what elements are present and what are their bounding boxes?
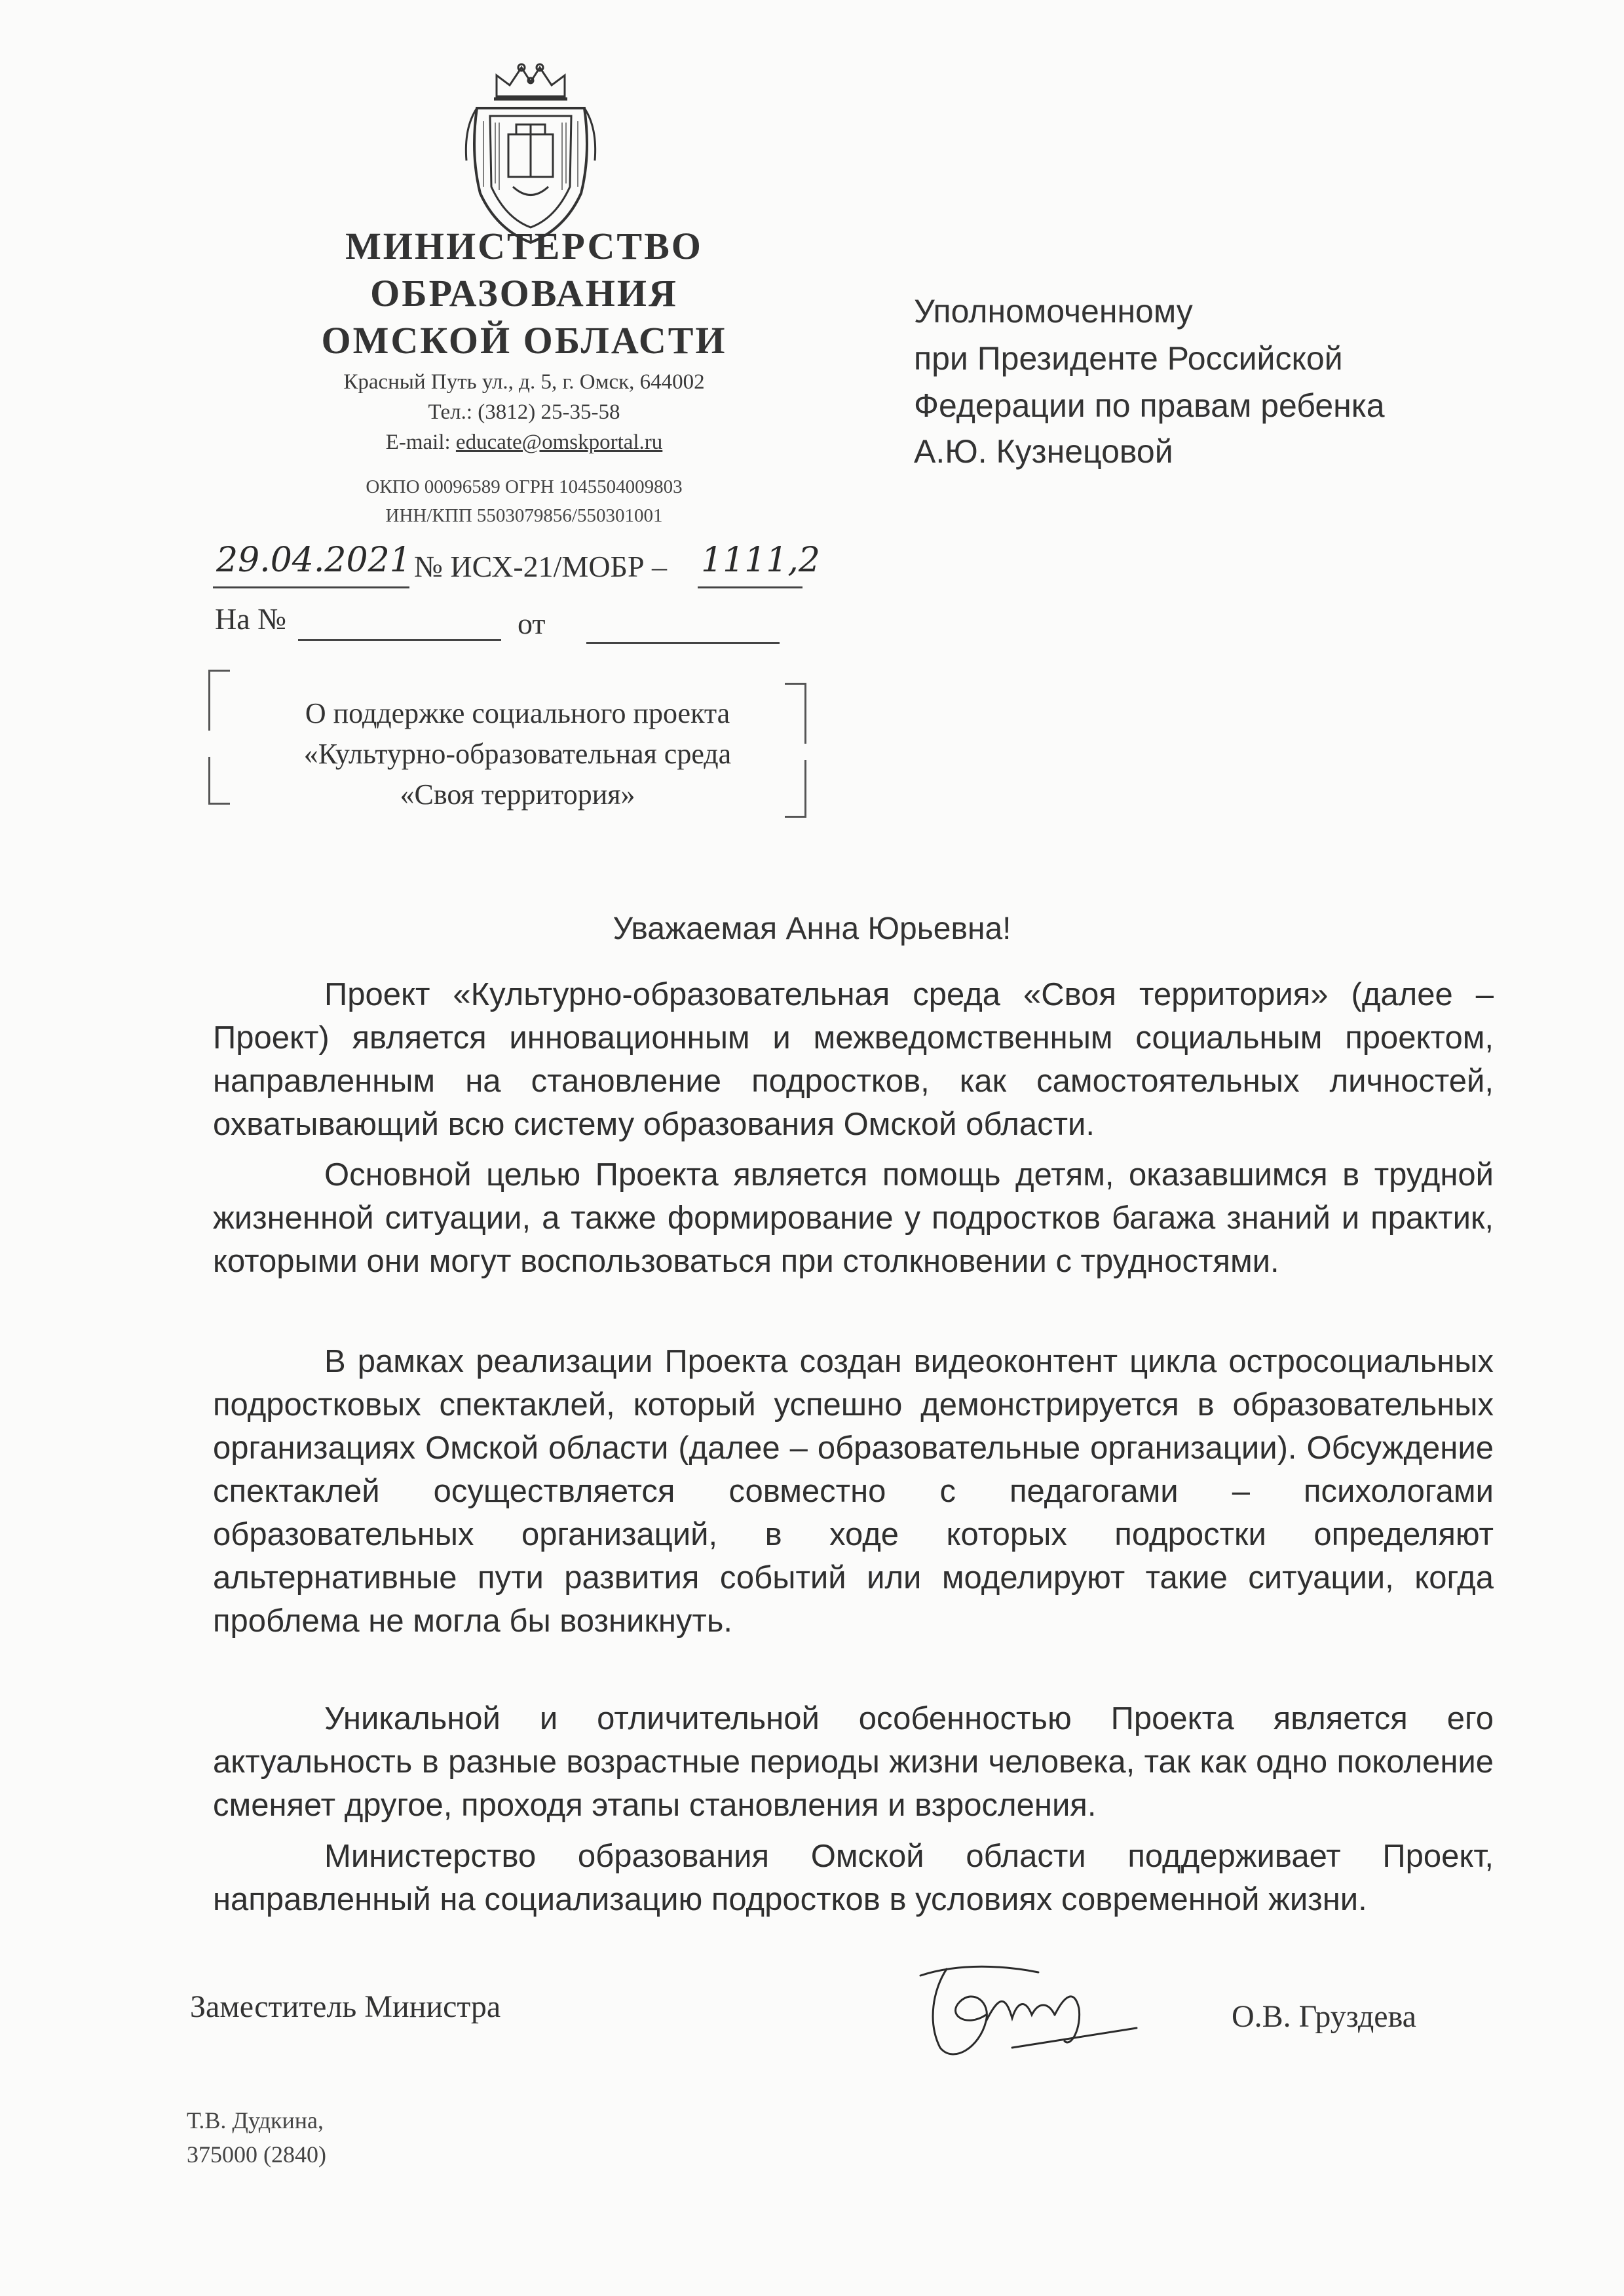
signatory-name: О.В. Груздева <box>1232 1999 1416 2034</box>
date-underline <box>213 586 409 588</box>
signatory-role: Заместитель Министра <box>190 1989 501 2024</box>
reference-from-label: от <box>518 607 546 640</box>
recipient-line-2: при Президенте Российской <box>914 340 1343 377</box>
org-phone: Тел.: (3812) 25-35-58 <box>428 400 620 424</box>
greeting: Уважаемая Анна Юрьевна! <box>613 911 1011 946</box>
executor-name: Т.В. Дудкина, <box>187 2107 324 2133</box>
paragraph-5: Министерство образования Омской области поддерживает Проект, направленный на социализацию подростков в условиях современной жизни. <box>213 1839 1494 1917</box>
org-name-line-1: МИНИСТЕРСТВО <box>345 225 703 267</box>
handwritten-signature <box>907 1949 1143 2067</box>
reference-date-blank <box>586 642 780 644</box>
email-link[interactable]: educate@omskportal.ru <box>455 430 663 454</box>
org-address: Красный Путь ул., д. 5, г. Омск, 644002 <box>343 370 705 394</box>
registration-number-prefix: № ИСХ-21/МОБР – <box>414 550 668 583</box>
org-name-line-2: ОБРАЗОВАНИЯ <box>370 272 678 315</box>
reference-number-blank <box>298 639 501 641</box>
email-label: E-mail: <box>385 430 456 454</box>
org-email-line <box>252 427 796 457</box>
org-codes-line-2: ИНН/КПП 5503079856/550301001 <box>385 505 663 526</box>
subject-line-1: О поддержке социального проекта <box>305 697 730 729</box>
paragraph-4: Уникальной и отличительной особенностью Проекта является его актуальность в разные возрастные периоды жизни человека, так как одно поколение сменяет другое, проходя этапы становления и взросления. <box>213 1701 1494 1823</box>
handwritten-registration-number: 1111,2 <box>701 541 820 580</box>
executor-phone: 375000 (2840) <box>187 2141 326 2168</box>
subject-line-2: «Культурно-образовательная среда <box>303 738 732 770</box>
paragraph-3: В рамках реализации Проекта создан видеоконтент цикла остросоциальных подростковых спектаклей, который успешно демонстрируется в образовательных организациях Омской области (далее – образовательные организации). Обсуждение спектаклей осуществляется совместно с педагогами – психологами образовательных организаций, в ходе которых подростки определяют альтернативные пути развития событий или моделируют такие ситуации, когда проблема не могла бы возникнуть. <box>213 1344 1494 1639</box>
org-name-line-3: ОМСКОЙ ОБЛАСТИ <box>321 319 727 362</box>
recipient-line-1: Уполномоченному <box>914 293 1193 330</box>
coat-of-arms-emblem <box>457 62 605 246</box>
paragraph-2: Основной целью Проекта является помощь детям, оказавшимся в трудной жизненной ситуации, а также формирование у подростков багажа знаний и практик, которыми они могут воспользоваться при столкновении с трудностями. <box>213 1157 1494 1279</box>
subject-line-3: «Своя территория» <box>400 778 635 811</box>
reference-number-label: На № <box>215 602 287 636</box>
recipient-line-4: А.Ю. Кузнецовой <box>914 433 1173 470</box>
paragraph-1: Проект «Культурно-образовательная среда «Своя территория» (далее – Проект) является инновационным и межведомственным социальным проектом, направленным на становление подростков, как самостоятельных личностей, охватывающий всю систему образования Омской области. <box>213 977 1494 1142</box>
org-codes-line-1: ОКПО 00096589 ОГРН 1045504009803 <box>366 476 683 497</box>
handwritten-date: 29.04.2021 <box>216 541 411 580</box>
number-underline <box>698 586 803 588</box>
recipient-line-3: Федерации по правам ребенка <box>914 387 1385 424</box>
